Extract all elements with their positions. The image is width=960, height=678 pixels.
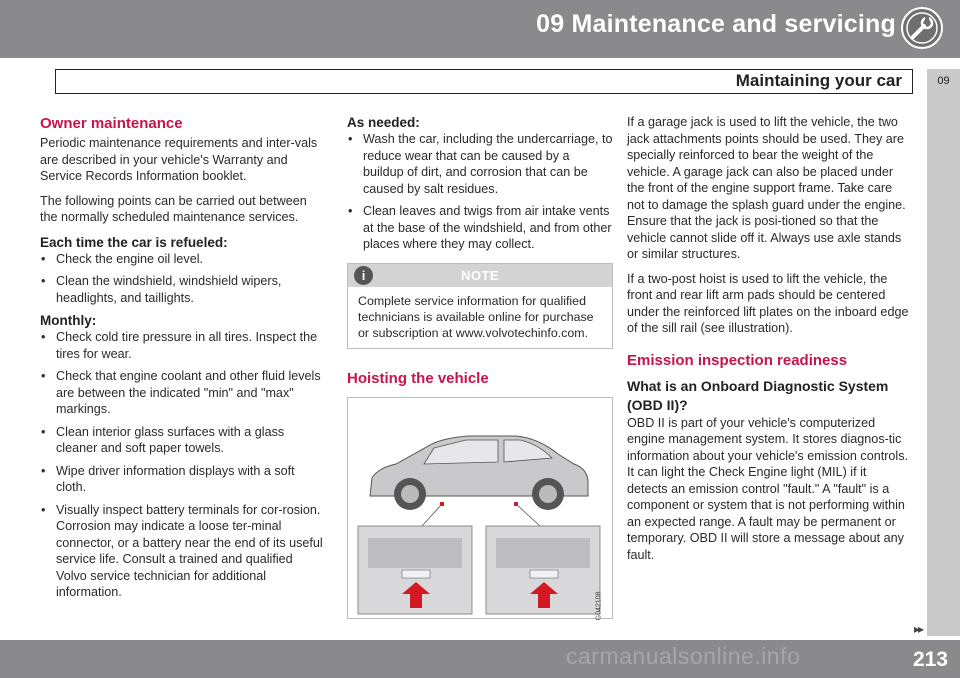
note-header: [348, 264, 612, 287]
bullet: •: [41, 369, 46, 383]
chapter-side-tab[interactable]: [927, 69, 960, 636]
refuel-heading: Each time the car is refueled:: [40, 234, 228, 250]
bullet: •: [41, 463, 46, 478]
list-item: [40, 463, 326, 496]
list-item-text: Check that engine coolant and other fluid levels are between the indicated "min" and "max" markings.: [56, 369, 321, 416]
owner-maintenance-heading: Owner maintenance: [40, 115, 183, 132]
bullet: •: [348, 204, 353, 218]
note-text: Complete service information for qualified technicians is available online for purchase or subscription at www.volvotechinfo.com.: [358, 293, 594, 340]
info-icon: i: [354, 266, 373, 285]
header-band: [0, 0, 960, 58]
monthly-heading: Monthly:: [40, 313, 97, 328]
footer-band: [0, 640, 960, 678]
hoist-paragraph-2: If a two-post hoist is used to lift the vehicle, the front and rear lift arm pads should be centered under the reinforced lift plates on the inboard edge of the sill rail (see illustration).: [627, 271, 909, 335]
obd-heading: What is an Onboard Diagnostic System (OBD II)?: [627, 377, 889, 413]
column-1: [40, 114, 326, 607]
bullet: •: [41, 274, 46, 288]
list-item-text: Clean interior glass surfaces with a glass cleaner and soft paper towels.: [56, 424, 285, 455]
list-item-text: Clean the windshield, windshield wipers, headlights, and taillights.: [56, 274, 282, 305]
list-item: [40, 424, 326, 457]
as-needed-heading: As needed:: [347, 115, 420, 130]
list-item: [40, 368, 326, 418]
next-page-arrows[interactable]: ▸▸: [914, 622, 923, 636]
obd-paragraph: OBD II is part of your vehicle's computerized engine management system. It stores diagnos-tic information about your vehicle's emission controls. It can light the Check Engine light (MIL) if it detects an emission control "fault." A "fault" is a component or system that is not performing within an expected range. A fault may be permanent or temporary. OBD II will store a message about any fault.: [627, 415, 908, 562]
side-tab-label: 09: [937, 75, 950, 87]
bullet: •: [348, 132, 353, 146]
bullet: •: [41, 502, 46, 517]
list-item-text: Wipe driver information displays with a soft cloth.: [56, 463, 295, 494]
bullet: •: [41, 251, 46, 266]
list-item: [40, 502, 326, 601]
hoist-paragraph-1: If a garage jack is used to lift the vehicle, the two jack attachments points should be used. They are specially reinforced to bear the weight of the vehicle. A garage jack can also be placed under the front of the engine support frame. Take care not to damage the splash guard under the engine. Ensure that the jack is posi-tioned so that the vehicle cannot slide off it. Always use axle stands or similar structures.: [627, 115, 906, 261]
intro-paragraph-2: The following points can be carried out between the normally scheduled maintenance services.: [40, 193, 307, 224]
page-number: 213: [912, 648, 948, 671]
note-box: [347, 263, 613, 349]
refuel-list: [40, 251, 326, 307]
wrench-gear-icon: [900, 6, 944, 50]
bullet: •: [41, 424, 46, 439]
watermark: carmanualsonline.info: [566, 643, 801, 669]
list-item-text: Clean leaves and twigs from air intake vents at the base of the windshield, and from other places where they may collect.: [363, 204, 612, 251]
column-2: [347, 114, 613, 619]
note-label: NOTE: [460, 267, 500, 283]
illustration-code: G042108: [595, 591, 603, 621]
list-item: [40, 329, 326, 362]
list-item: [40, 273, 326, 306]
chapter-title: 09 Maintenance and servicing: [536, 10, 896, 38]
section-title: Maintaining your car: [735, 71, 902, 90]
as-needed-list: [347, 131, 613, 253]
list-item: [347, 203, 613, 253]
column-3: [627, 114, 910, 571]
intro-paragraph-1: Periodic maintenance requirements and inter-vals are described in your vehicle's Warranty and Service Records Information booklet.: [40, 136, 318, 183]
list-item-text: Check the engine oil level.: [56, 251, 204, 266]
list-item-text: Visually inspect battery terminals for cor-rosion. Corrosion may indicate a loose ter-minal connector, or a battery near the end of its useful service life. Consult a trained and qualified Volvo service technician for additional information.: [56, 502, 323, 599]
hoisting-heading: Hoisting the vehicle: [347, 369, 489, 387]
hoisting-diagram-image: [348, 398, 612, 618]
monthly-list: [40, 329, 326, 601]
list-item: [40, 251, 326, 268]
bullet: •: [41, 330, 46, 344]
emission-heading: Emission inspection readiness: [627, 351, 848, 369]
list-item: [347, 131, 613, 197]
list-item-text: Wash the car, including the undercarriage, to reduce wear that can be caused by a buildup of dirt, and corrosion that can be caused by salt residues.: [363, 132, 613, 196]
section-bar: [55, 69, 913, 94]
list-item-text: Check cold tire pressure in all tires. Inspect the tires for wear.: [56, 330, 318, 361]
hoisting-illustration: [347, 397, 613, 619]
